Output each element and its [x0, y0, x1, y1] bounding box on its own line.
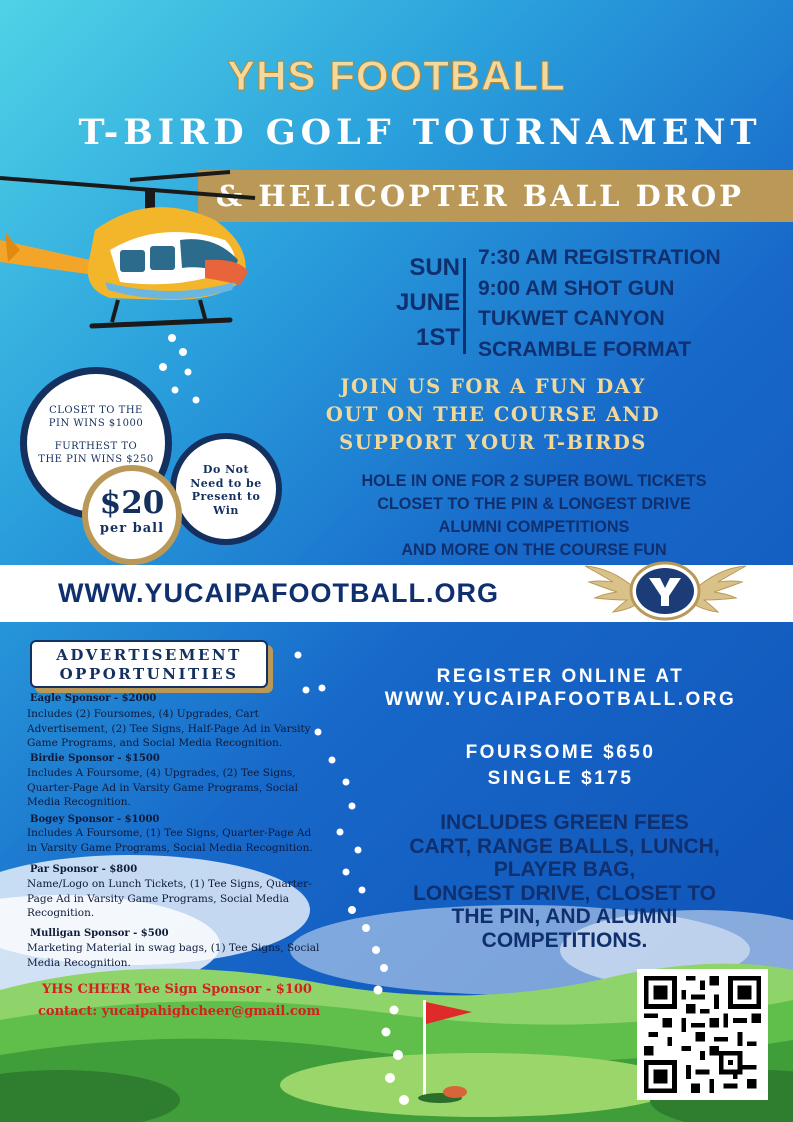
ball-price: $20 — [99, 485, 165, 521]
sponsor-title: Eagle Sponsor - $2000 — [30, 693, 157, 704]
date-divider — [463, 258, 466, 354]
advertisement-heading-text: OPPORTUNITIES — [59, 665, 239, 683]
sponsor-description — [27, 941, 327, 970]
sponsor-title: Mulligan Sponsor - $500 — [30, 928, 169, 939]
feature-line: HOLE IN ONE FOR 2 SUPER BOWL TICKETS — [361, 472, 707, 490]
price-line: SINGLE $175 — [487, 768, 634, 789]
sponsor-description — [27, 766, 327, 810]
ball-price-badge — [82, 465, 182, 565]
sponsor-desc-line: in Varsity Game Programs, Social Media Recognition. — [27, 841, 313, 854]
event-date-line: JUNE — [395, 289, 460, 316]
no-presence-badge — [170, 433, 282, 545]
ball-price-unit: per ball — [99, 521, 165, 536]
prize-spacer — [27, 430, 165, 440]
prize-line: FURTHEST TO — [54, 441, 138, 452]
feature-line: AND MORE ON THE COURSE FUN — [401, 541, 667, 559]
invite-text — [283, 373, 703, 457]
sponsor-description — [27, 826, 327, 855]
includes-line: THE PIN, AND ALUMNI — [451, 905, 678, 928]
pricing-info — [368, 740, 753, 792]
badge-line: Present to — [191, 490, 261, 503]
page-subtitle: T-BIRD GOLF TOURNAMENT — [78, 112, 762, 153]
sponsor-desc-line: Includes A Foursome, (4) Upgrades, (2) Tee Signs, — [27, 767, 296, 779]
feature-line: ALUMNI COMPETITIONS — [438, 518, 630, 536]
event-date-line: 1ST — [415, 324, 460, 351]
qr-code-icon[interactable] — [637, 969, 768, 1100]
event-details — [478, 243, 721, 365]
badge-line: Do Not — [202, 463, 250, 476]
register-info — [368, 665, 753, 711]
qr-code-graphic — [644, 976, 761, 1093]
event-detail-line: 9:00 AM SHOT GUN — [478, 276, 675, 300]
invite-line: OUT ON THE COURSE AND — [325, 403, 661, 426]
feature-line: CLOSET TO THE PIN & LONGEST DRIVE — [377, 495, 691, 513]
event-detail-line: 7:30 AM REGISTRATION — [478, 246, 721, 269]
includes-line: PLAYER BAG, — [493, 858, 636, 881]
includes-line: INCLUDES GREEN FEES — [440, 811, 689, 834]
badge-line: Need to be — [190, 476, 262, 490]
sponsor-description — [27, 707, 327, 751]
event-detail-line: SCRAMBLE FORMAT — [478, 337, 692, 361]
invite-line: SUPPORT YOUR T-BIRDS — [339, 431, 647, 454]
prize-line: CLOSET TO THE — [49, 405, 143, 416]
sponsor-title: Birdie Sponsor - $1500 — [30, 753, 160, 764]
sponsor-desc-line: Media Recognition. — [27, 796, 131, 808]
event-date — [360, 250, 460, 355]
event-detail-line: TUKWET CANYON — [478, 307, 665, 330]
subtitle-banner — [198, 170, 793, 222]
sponsor-desc-line: Name/Logo on Lunch Tickets, (1) Tee Signs, Quarter- — [27, 878, 312, 890]
advertisement-heading-text: ADVERTISEMENT — [56, 646, 242, 664]
includes-info — [372, 811, 757, 952]
prize-line: THE PIN WINS $250 — [38, 454, 154, 465]
sponsor-desc-line: Game Programs, and Social Media Recognition. — [27, 737, 283, 749]
sponsor-desc-line: Marketing Material in swag bags, (1) Tee Signs, Social — [27, 942, 320, 954]
invite-line: JOIN US FOR A FUN DAY — [340, 375, 646, 398]
page-title: YHS FOOTBALL — [227, 52, 566, 99]
badge-line: Win — [213, 503, 239, 517]
subtitle-banner-text: & HELICOPTER BALL DROP — [216, 179, 744, 213]
website-link[interactable]: WWW.YUCAIPAFOOTBALL.ORG — [58, 578, 499, 608]
prize-line: PIN WINS $1000 — [48, 418, 144, 429]
sponsor-desc-line: Includes (2) Foursomes, (4) Upgrades, Cart — [27, 708, 259, 720]
sponsor-desc-line: Advertisement, (2) Tee Signs, Half-Page Ad in Varsity — [27, 722, 311, 735]
sponsor-desc-line: Recognition. — [27, 907, 95, 919]
sponsor-description — [27, 877, 327, 921]
helicopter-icon — [0, 150, 260, 350]
includes-line: CART, RANGE BALLS, LUNCH, — [409, 834, 720, 858]
cheer-contact-email[interactable]: contact: yucaipahighcheer@gmail.com — [38, 1004, 321, 1019]
sponsor-desc-line: Quarter-Page Ad in Varsity Game Programs, Social — [27, 781, 298, 794]
advertisement-heading — [30, 640, 268, 688]
cheer-sponsor-title: YHS CHEER Tee Sign Sponsor - $100 — [42, 982, 312, 997]
sponsor-desc-line: Page Ad in Varsity Game Programs, Social Media — [27, 892, 289, 905]
register-url[interactable]: WWW.YUCAIPAFOOTBALL.ORG — [384, 689, 737, 710]
sponsor-desc-line: Media Recognition. — [27, 956, 131, 969]
price-line: FOURSOME $650 — [465, 742, 656, 763]
includes-line: LONGEST DRIVE, CLOSET TO — [413, 881, 716, 905]
golf-flag-icon — [410, 1000, 510, 1110]
sponsor-title: Par Sponsor - $800 — [30, 864, 138, 875]
includes-line: COMPETITIONS. — [481, 928, 648, 952]
sponsor-title: Bogey Sponsor - $1000 — [30, 814, 160, 825]
sponsor-desc-line: Includes A Foursome, (1) Tee Signs, Quarter-Page Ad — [27, 827, 312, 839]
register-line: REGISTER ONLINE AT — [436, 666, 685, 687]
event-date-line: SUN — [409, 254, 460, 281]
yucaipa-wings-logo — [583, 548, 748, 634]
